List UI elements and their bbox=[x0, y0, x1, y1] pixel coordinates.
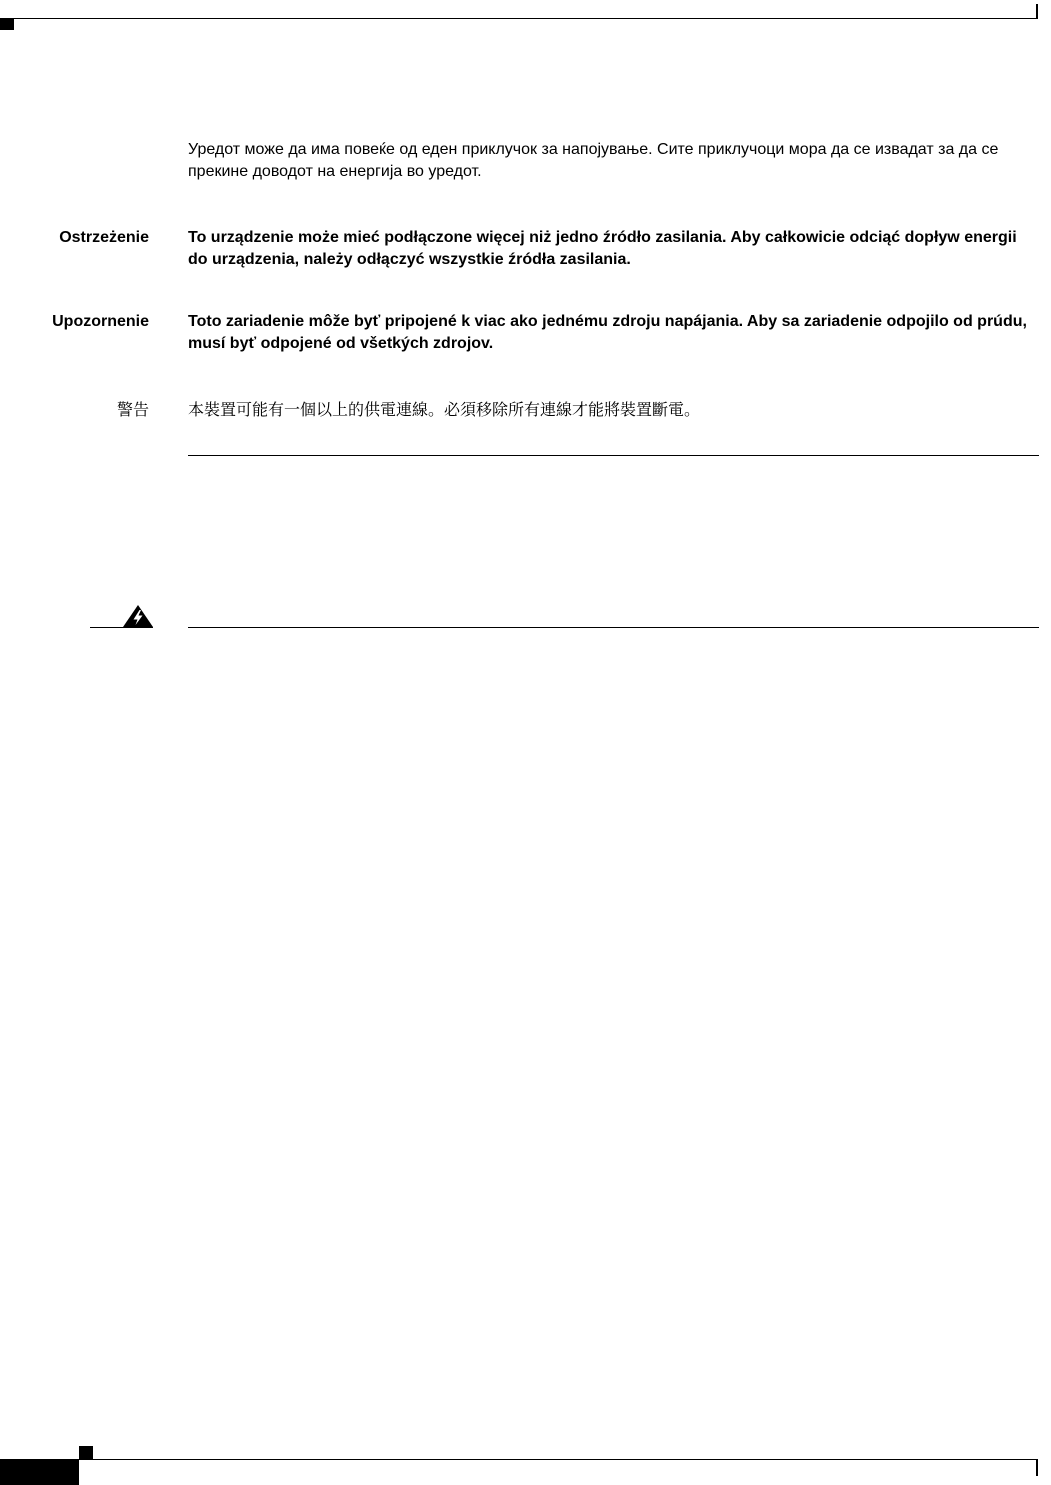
section-end-rule bbox=[188, 455, 1039, 456]
page-number-tab bbox=[0, 1460, 79, 1485]
warning-text-macedonian: Уредот може да има повеќе од еден приклучок за напојување. Сите приклучоци мора да се извадат за да се прекине доводот на енергија во уредот. bbox=[188, 141, 999, 180]
warning-label-chinese: 警告 bbox=[116, 400, 149, 419]
warning-text-polish: To urządzenie może mieć podłączone więcej niż jedno źródło zasilania. Aby całkowicie odciąć dopływ energii do urządzenia, należy odłączyć wszystkie źródła zasilania. bbox=[188, 229, 1017, 268]
top-right-tick bbox=[1036, 4, 1038, 19]
bottom-right-tick bbox=[1036, 1460, 1038, 1476]
top-left-marker bbox=[0, 19, 14, 30]
warning-label-polish: Ostrzeżenie bbox=[59, 229, 149, 246]
warning-header-rule bbox=[188, 627, 1039, 628]
warning-text-chinese: 本裝置可能有一個以上的供電連線。必須移除所有連線才能將裝置斷電。 bbox=[188, 400, 701, 419]
top-rule bbox=[0, 18, 1037, 19]
warning-triangle-icon bbox=[122, 604, 154, 628]
warning-text-slovak: Toto zariadenie môže byť pripojené k viac ako jednému zdroju napájania. Aby sa zariadenie odpojilo od prúdu, musí byť odpojené od všetkých zdrojov. bbox=[188, 313, 1027, 352]
bottom-marker bbox=[79, 1446, 93, 1459]
bottom-rule bbox=[0, 1459, 1038, 1460]
warning-label-slovak: Upozornenie bbox=[52, 313, 149, 330]
icon-underline-rule bbox=[90, 627, 153, 628]
